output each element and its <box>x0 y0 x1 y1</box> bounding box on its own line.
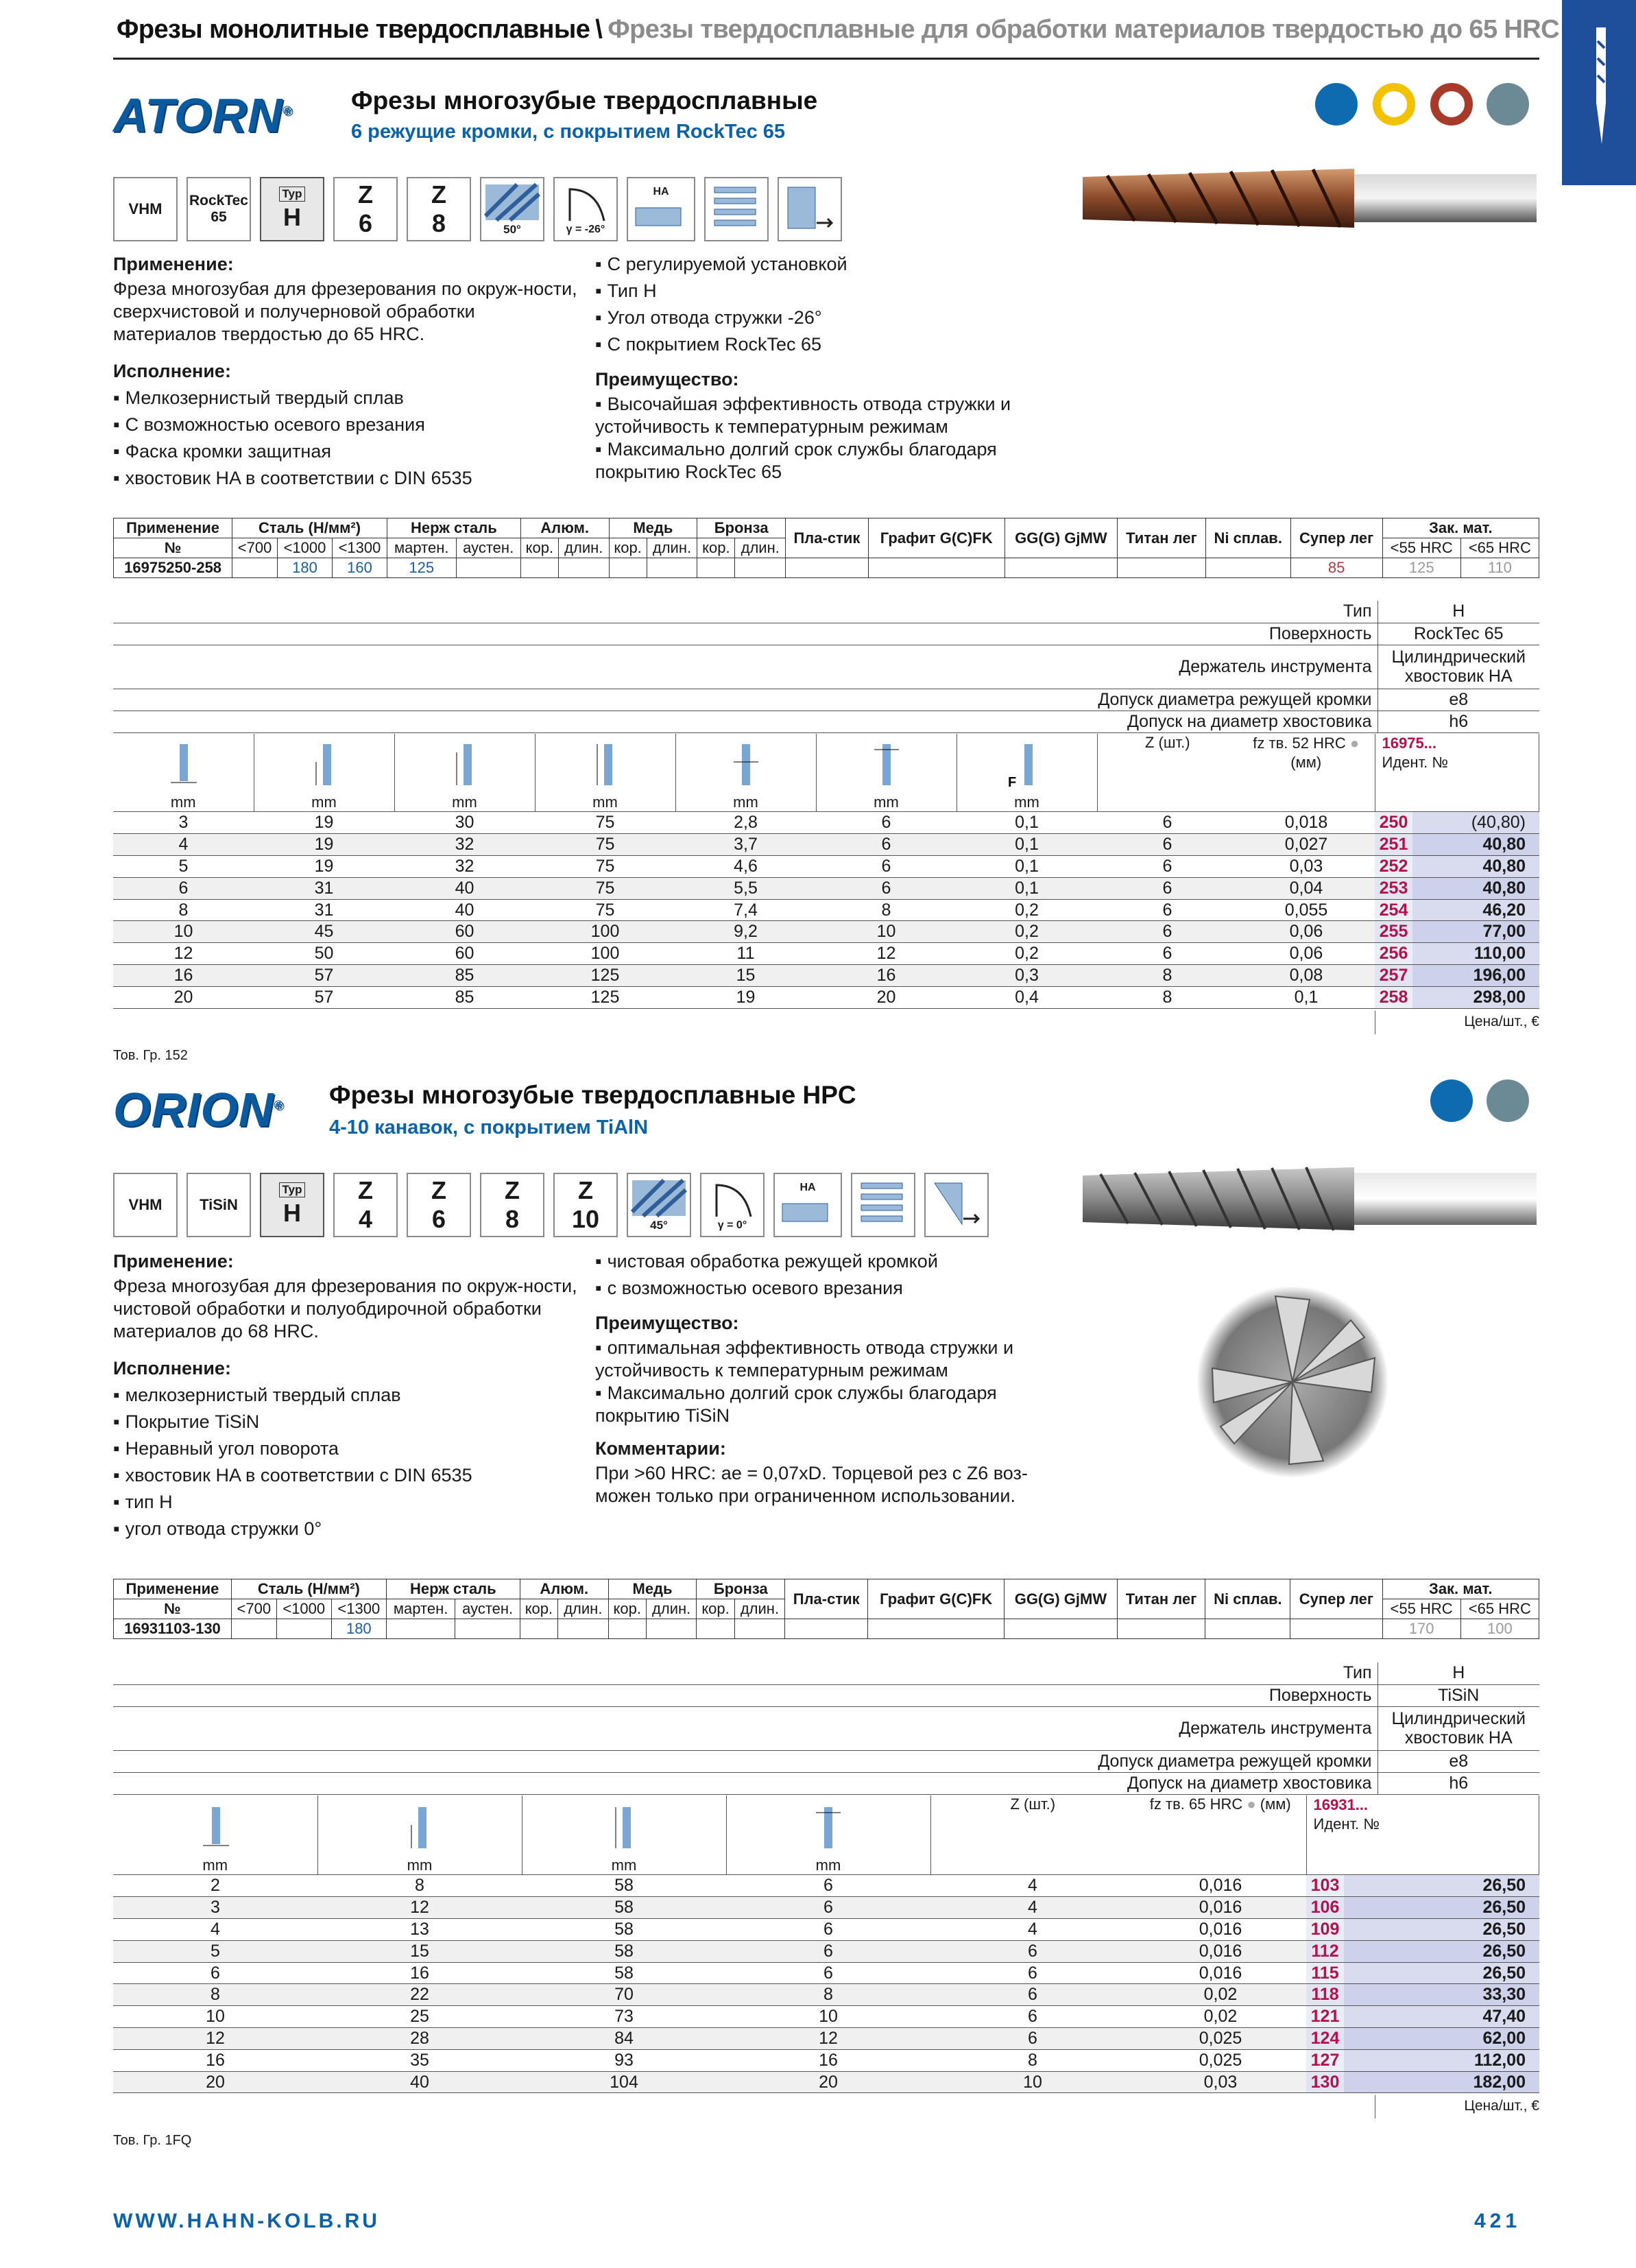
table-cell: 2,8 <box>675 812 816 834</box>
table-cell: 60 <box>394 943 535 965</box>
s2-properties: Тип H Поверхность TiSiN Держатель инструмента Цилиндрический хвостовик HA Допуск диаметра режущей кромки e8 Допуск на диаметр хвостовика h6 <box>113 1662 1539 1795</box>
table-cell: 10 <box>113 2006 317 2028</box>
d-shank-icon: mm <box>726 1795 930 1875</box>
table-cell: 0,06 <box>1238 921 1375 943</box>
s2-param-header: mm mm mm mm Z (шт.) fz тв. 65 HRC ● (мм) 16931... Идент. № <box>113 1795 1539 1875</box>
table-cell: 100 <box>535 921 675 943</box>
s1-features: ▪ С регулируемой установкой ▪ Тип H ▪ Угол отвода стружки -26° ▪ С покрытием RockTec 65 Преимущество: ▪ Высочайшая эффективность отвода стружки и устойчивость к температурным режимам ▪ Максимально долгий срок службы благодаря покрытию RockTec 65 <box>595 251 1075 484</box>
atorn-cutter-image <box>1080 163 1537 233</box>
table-cell: 40 <box>317 2071 522 2093</box>
ident-code: 106 <box>1306 1897 1344 1919</box>
table-cell: 12 <box>113 2028 317 2050</box>
table-cell: 0,04 <box>1238 877 1375 899</box>
table-row <box>113 812 1539 834</box>
section-tab <box>1562 0 1636 185</box>
chamfer-icon: F mm <box>957 734 1097 812</box>
ident-code: 250 <box>1375 812 1412 834</box>
ident-code: 253 <box>1375 877 1412 899</box>
table-cell: 100 <box>535 943 675 965</box>
cutter-end-view-image <box>1193 1282 1392 1481</box>
table-cell: 0,016 <box>1135 1940 1306 1962</box>
table-cell: 15 <box>675 965 816 987</box>
table-cell: 15 <box>317 1940 522 1962</box>
price-cell: 26,50 <box>1344 1940 1539 1962</box>
table-cell: 4 <box>930 1919 1135 1941</box>
table-cell: 4 <box>113 1919 317 1941</box>
table-cell: 19 <box>254 856 394 878</box>
table-row <box>113 1962 1539 1984</box>
table-cell: 10 <box>930 2071 1135 2093</box>
table-cell: 16 <box>726 2049 930 2071</box>
table-cell: 0,025 <box>1135 2028 1306 2050</box>
table-cell: 10 <box>816 921 957 943</box>
d2-icon: mm <box>675 734 816 812</box>
table-cell: 0,08 <box>1238 965 1375 987</box>
table-cell: 32 <box>394 834 535 856</box>
ident-code: 121 <box>1306 2006 1344 2028</box>
price-cell: 26,50 <box>1344 1875 1539 1897</box>
table-cell: 19 <box>254 834 394 856</box>
table-cell: 40 <box>394 899 535 921</box>
s1-compat-table: Применение Сталь (Н/мм²) Нерж сталь Алюм. Медь Бронза Пла-стик Графит G(C)FK GG(G) GjMW Титан лег Ni сплав. Супер лег Зак. мат. № <700 <1000 <1300 мартен. аустен. кор. длин. кор. длин. кор. длин. <55 HRC <65 HRC 16975250-258 180 160 125 85 125 110 <box>113 518 1539 578</box>
table-cell: 4,6 <box>675 856 816 878</box>
ident-code: 256 <box>1375 943 1412 965</box>
table-cell: 75 <box>535 877 675 899</box>
table-cell: 0,2 <box>957 921 1097 943</box>
ident-code: 127 <box>1306 2049 1344 2071</box>
table-row <box>113 2028 1539 2050</box>
table-cell: 6 <box>726 1897 930 1919</box>
table-cell: 6 <box>816 856 957 878</box>
table-cell: 16 <box>317 1962 522 1984</box>
page-header: Фрезы монолитные твердосплавные \ Фрезы твердосплавные для обработки материалов твердостью до 65 HRC <box>117 15 1559 44</box>
s1-data-table <box>113 812 1539 1009</box>
table-cell: 60 <box>394 921 535 943</box>
table-cell: 125 <box>535 965 675 987</box>
table-cell: 57 <box>254 965 394 987</box>
ident-code: 112 <box>1306 1940 1344 1962</box>
table-cell: 6 <box>1097 856 1238 878</box>
price-cell: 40,80 <box>1412 877 1539 899</box>
milling-direction-icon <box>924 1173 989 1237</box>
table-cell: 2 <box>113 1875 317 1897</box>
fz-head: fz тв. 65 HRC ● (мм) <box>1135 1795 1306 1875</box>
table-cell: 0,025 <box>1135 2049 1306 2071</box>
price-cell: 40,80 <box>1412 834 1539 856</box>
material-dot-grey <box>1487 83 1529 126</box>
table-cell: 8 <box>930 2049 1135 2071</box>
table-cell: 4 <box>930 1897 1135 1919</box>
s1-subtitle: 6 режущие кромки, с покрытием RockTec 65 <box>351 121 786 143</box>
table-cell: 8 <box>1097 965 1238 987</box>
shank-ha-icon: HA <box>773 1173 842 1237</box>
table-cell: 8 <box>816 899 957 921</box>
table-cell: 58 <box>522 1962 726 1984</box>
footer-url[interactable]: WWW.HAHN-KOLB.RU <box>113 2210 380 2232</box>
table-cell: 75 <box>535 812 675 834</box>
table-row <box>113 2006 1539 2028</box>
table-cell: 6 <box>113 1962 317 1984</box>
table-cell: 50 <box>254 943 394 965</box>
s1-exec-list: ▪ Мелкозернистый твердый сплав ▪ С возможностью осевого врезания ▪ Фаска кромки защитная ▪ хвостовик HA в соответствии с DIN 6535 <box>113 385 579 492</box>
table-row <box>113 921 1539 943</box>
code-head: 16975... Идент. № <box>1375 734 1539 812</box>
table-cell: 12 <box>113 943 254 965</box>
table-row <box>113 899 1539 921</box>
table-cell: 12 <box>317 1897 522 1919</box>
code-head: 16931... Идент. № <box>1306 1795 1539 1875</box>
table-cell: 6 <box>1097 899 1238 921</box>
table-cell: 0,1 <box>957 877 1097 899</box>
svg-text:F: F <box>1007 775 1016 789</box>
icon-z10: Z 10 <box>553 1173 618 1237</box>
table-cell: 57 <box>254 986 394 1008</box>
table-cell: 45 <box>254 921 394 943</box>
ident-code: 103 <box>1306 1875 1344 1897</box>
material-dot-blue <box>1315 83 1358 126</box>
table-cell: 20 <box>113 986 254 1008</box>
rake-angle-icon: γ = 0° <box>700 1173 765 1237</box>
icon-vhm: VHM <box>113 177 178 241</box>
price-cell: 62,00 <box>1344 2028 1539 2050</box>
table-cell: 6 <box>816 834 957 856</box>
table-row <box>113 856 1539 878</box>
table-cell: 0,055 <box>1238 899 1375 921</box>
table-cell: 0,018 <box>1238 812 1375 834</box>
table-cell: 6 <box>1097 834 1238 856</box>
table-cell: 6 <box>816 812 957 834</box>
table-cell: 6 <box>930 1962 1135 1984</box>
l3-icon: mm <box>394 734 535 812</box>
icon-coating: TiSiN <box>187 1173 251 1237</box>
ident-code: 258 <box>1375 986 1412 1008</box>
table-cell: 6 <box>113 877 254 899</box>
icon-coating: RockTec 65 <box>187 177 251 241</box>
s2-group: Тов. Гр. 1FQ <box>113 2133 192 2148</box>
table-cell: 0,06 <box>1238 943 1375 965</box>
table-cell: 0,1 <box>957 856 1097 878</box>
header-rule <box>113 58 1539 60</box>
table-cell: 25 <box>317 2006 522 2028</box>
table-cell: 0,1 <box>1238 986 1375 1008</box>
ident-code: 257 <box>1375 965 1412 987</box>
orion-logo: ORION® <box>113 1083 284 1136</box>
l2-icon: mm <box>317 1795 522 1875</box>
s1-group: Тов. Гр. 152 <box>113 1048 188 1063</box>
price-cell: 298,00 <box>1412 986 1539 1008</box>
table-cell: 8 <box>113 899 254 921</box>
table-cell: 12 <box>816 943 957 965</box>
table-cell: 125 <box>535 986 675 1008</box>
price-cell: (40,80) <box>1412 812 1539 834</box>
table-cell: 5 <box>113 856 254 878</box>
table-cell: 6 <box>1097 812 1238 834</box>
table-cell: 8 <box>726 1984 930 2006</box>
table-cell: 0,1 <box>957 812 1097 834</box>
table-row <box>113 1897 1539 1919</box>
table-row <box>113 834 1539 856</box>
table-cell: 31 <box>254 899 394 921</box>
table-cell: 0,2 <box>957 943 1097 965</box>
milling-direction-icon <box>778 177 842 241</box>
ident-code: 115 <box>1306 1962 1344 1984</box>
table-cell: 75 <box>535 856 675 878</box>
table-cell: 40 <box>394 877 535 899</box>
helix-angle-icon: 45° <box>627 1173 691 1237</box>
table-cell: 58 <box>522 1875 726 1897</box>
icon-vhm: VHM <box>113 1173 178 1237</box>
table-cell: 6 <box>1097 943 1238 965</box>
table-cell: 13 <box>317 1919 522 1941</box>
table-cell: 7,4 <box>675 899 816 921</box>
table-cell: 6 <box>930 1984 1135 2006</box>
icon-z6: Z 6 <box>333 177 398 241</box>
s1-application: Применение: Фреза многозубая для фрезерования по окруж-ности, сверхчистовой и получерновой обработки материалов твердостью до 65 HRC. Исполнение: ▪ Мелкозернистый твердый сплав ▪ С возможностью осевого врезания ▪ Фаска кромки защитная ▪ хвостовик HA в соответствии с DIN 6535 <box>113 251 579 492</box>
table-row <box>113 1919 1539 1941</box>
table-cell: 22 <box>317 1984 522 2006</box>
d-shank-icon: mm <box>816 734 957 812</box>
table-cell: 10 <box>726 2006 930 2028</box>
table-cell: 31 <box>254 877 394 899</box>
table-cell: 0,2 <box>957 899 1097 921</box>
l1-icon: mm <box>535 734 675 812</box>
s2-subtitle: 4-10 канавок, с покрытием TiAlN <box>329 1117 649 1138</box>
table-cell: 58 <box>522 1897 726 1919</box>
ident-code: 254 <box>1375 899 1412 921</box>
table-cell: 6 <box>930 2028 1135 2050</box>
ident-code: 130 <box>1306 2071 1344 2093</box>
l2-icon: mm <box>254 734 394 812</box>
table-cell: 19 <box>675 986 816 1008</box>
price-cell: 26,50 <box>1344 1897 1539 1919</box>
price-cell: 77,00 <box>1412 921 1539 943</box>
s1-title: Фрезы многозубые твердосплавные <box>351 86 818 115</box>
table-cell: 16 <box>816 965 957 987</box>
table-cell: 12 <box>726 2028 930 2050</box>
table-cell: 6 <box>726 1940 930 1962</box>
table-cell: 3 <box>113 1897 317 1919</box>
table-row <box>113 877 1539 899</box>
price-cell: 47,40 <box>1344 2006 1539 2028</box>
s2-compat-table: Применение Сталь (Н/мм²) Нерж сталь Алюм. Медь Бронза Пла-стик Графит G(C)FK GG(G) GjMW Титан лег Ni сплав. Супер лег Зак. мат. № <700 <1000 <1300 мартен. аустен. кор. длин. кор. длин. кор. длин. <55 HRC <65 HRC 16931103-130 180 170 100 <box>113 1579 1539 1639</box>
table-cell: 6 <box>1097 921 1238 943</box>
table-row <box>113 2071 1539 2093</box>
table-cell: 0,016 <box>1135 1897 1306 1919</box>
table-cell: 104 <box>522 2071 726 2093</box>
drill-icon <box>1562 0 1636 185</box>
d1-icon: mm <box>113 1795 317 1875</box>
d1-icon: mm <box>113 734 254 812</box>
s1-param-header: mm mm mm mm mm mm F mm Z (шт.) fz тв. 52 HRC ● (мм) 16975... Идент. № <box>113 734 1539 812</box>
table-cell: 75 <box>535 899 675 921</box>
table-row <box>113 2049 1539 2071</box>
table-cell: 6 <box>1097 877 1238 899</box>
table-cell: 5,5 <box>675 877 816 899</box>
rake-angle-icon: γ = -26° <box>553 177 618 241</box>
helix-angle-icon: 50° <box>480 177 544 241</box>
table-cell: 6 <box>930 1940 1135 1962</box>
s2-features: ▪ чистовая обработка режущей кромкой ▪ с возможностью осевого врезания Преимущество: ▪ оптимальная эффективность отвода стружки и устойчивость к температурным режимам ▪ Максимально долгий срок службы благодаря покрытию TiSiN Комментарии: При >60 HRC: ae = 0,07xD. Торцевой рез с Z6 воз-можен только при ограниченном использовании. <box>595 1248 1075 1507</box>
table-cell: 85 <box>394 986 535 1008</box>
table-cell: 16 <box>113 2049 317 2071</box>
table-cell: 0,4 <box>957 986 1097 1008</box>
table-cell: 3,7 <box>675 834 816 856</box>
table-cell: 8 <box>317 1875 522 1897</box>
table-cell: 58 <box>522 1919 726 1941</box>
table-cell: 84 <box>522 2028 726 2050</box>
s2-title: Фрезы многозубые твердосплавные HPC <box>329 1081 856 1109</box>
table-cell: 0,016 <box>1135 1919 1306 1941</box>
table-cell: 20 <box>726 2071 930 2093</box>
table-cell: 9,2 <box>675 921 816 943</box>
fz-head: fz тв. 52 HRC ● (мм) <box>1238 734 1375 812</box>
ident-code: 251 <box>1375 834 1412 856</box>
table-cell: 32 <box>394 856 535 878</box>
table-cell: 0,016 <box>1135 1962 1306 1984</box>
table-cell: 0,1 <box>957 834 1097 856</box>
table-cell: 0,016 <box>1135 1875 1306 1897</box>
table-cell: 0,02 <box>1135 1984 1306 2006</box>
icon-type-h: Typ H <box>260 1173 324 1237</box>
table-cell: 20 <box>113 2071 317 2093</box>
price-cell: 26,50 <box>1344 1919 1539 1941</box>
table-cell: 8 <box>113 1984 317 2006</box>
table-cell: 30 <box>394 812 535 834</box>
table-cell: 70 <box>522 1984 726 2006</box>
table-cell: 0,03 <box>1238 856 1375 878</box>
table-cell: 0,3 <box>957 965 1097 987</box>
table-cell: 20 <box>816 986 957 1008</box>
material-dot-yellow <box>1373 83 1415 126</box>
table-row <box>113 943 1539 965</box>
s1-properties: Тип H Поверхность RockTec 65 Держатель инструмента Цилиндрический хвостовик HA Допуск диаметра режущей кромки e8 Допуск на диаметр хвостовика h6 <box>113 601 1539 733</box>
table-cell: 0,027 <box>1238 834 1375 856</box>
table-cell: 10 <box>113 921 254 943</box>
table-cell: 6 <box>726 1875 930 1897</box>
orion-cutter-image <box>1080 1160 1537 1237</box>
material-dot-red <box>1430 83 1473 126</box>
table-cell: 19 <box>254 812 394 834</box>
price-cell: 40,80 <box>1412 856 1539 878</box>
s2-application: Применение: Фреза многозубая для фрезерования по окруж-ности, чистовой обработки и полуобдирочной обработки материалов до 68 HRC. Исполнение: ▪ мелкозернистый твердый сплав ▪ Покрытие TiSiN ▪ Неравный угол поворота ▪ хвостовик HA в соответствии с DIN 6535 ▪ тип H ▪ угол отвода стружки 0° <box>113 1248 579 1542</box>
table-cell: 35 <box>317 2049 522 2071</box>
price-cell: 196,00 <box>1412 965 1539 987</box>
table-cell: 8 <box>1097 986 1238 1008</box>
l1-icon: mm <box>522 1795 726 1875</box>
table-row <box>113 1940 1539 1962</box>
icon-z4: Z 4 <box>333 1173 398 1237</box>
table-cell: 0,02 <box>1135 2006 1306 2028</box>
price-cell: 33,30 <box>1344 1984 1539 2006</box>
table-cell: 4 <box>113 834 254 856</box>
material-dot-grey <box>1487 1079 1529 1122</box>
table-cell: 75 <box>535 834 675 856</box>
table-cell: 6 <box>726 1919 930 1941</box>
price-cell: 26,50 <box>1344 1962 1539 1984</box>
table-row <box>113 986 1539 1008</box>
material-dot-blue <box>1430 1079 1473 1122</box>
price-cell: 182,00 <box>1344 2071 1539 2093</box>
price-cell: 110,00 <box>1412 943 1539 965</box>
table-row <box>113 965 1539 987</box>
shank-ha-icon: HA <box>627 177 695 241</box>
ident-code: 255 <box>1375 921 1412 943</box>
price-cell: 46,20 <box>1412 899 1539 921</box>
table-row <box>113 1875 1539 1897</box>
table-cell: 73 <box>522 2006 726 2028</box>
table-cell: 6 <box>930 2006 1135 2028</box>
operations-icon <box>704 177 769 241</box>
s2-data-table <box>113 1875 1539 2093</box>
icon-type-h: Typ H <box>260 177 324 241</box>
table-cell: 11 <box>675 943 816 965</box>
table-cell: 6 <box>726 1962 930 1984</box>
table-cell: 16 <box>113 965 254 987</box>
ident-code: 252 <box>1375 856 1412 878</box>
ident-code: 118 <box>1306 1984 1344 2006</box>
ident-code: 124 <box>1306 2028 1344 2050</box>
table-cell: 93 <box>522 2049 726 2071</box>
ident-code: 109 <box>1306 1919 1344 1941</box>
icon-z8: Z 8 <box>407 177 471 241</box>
s1-price-note: Цена/шт., € <box>1375 1011 1539 1034</box>
table-cell: 28 <box>317 2028 522 2050</box>
s2-price-note: Цена/шт., € <box>1375 2095 1539 2118</box>
operations-icon <box>851 1173 915 1237</box>
table-cell: 4 <box>930 1875 1135 1897</box>
table-cell: 85 <box>394 965 535 987</box>
page-number: 421 <box>1474 2210 1521 2232</box>
icon-z6: Z 6 <box>407 1173 471 1237</box>
icon-z8: Z 8 <box>480 1173 544 1237</box>
table-row <box>113 1984 1539 2006</box>
price-cell: 112,00 <box>1344 2049 1539 2071</box>
table-cell: 3 <box>113 812 254 834</box>
table-cell: 5 <box>113 1940 317 1962</box>
table-cell: 6 <box>816 877 957 899</box>
table-cell: 58 <box>522 1940 726 1962</box>
atorn-logo: ATORN® <box>113 88 293 142</box>
table-cell: 0,03 <box>1135 2071 1306 2093</box>
